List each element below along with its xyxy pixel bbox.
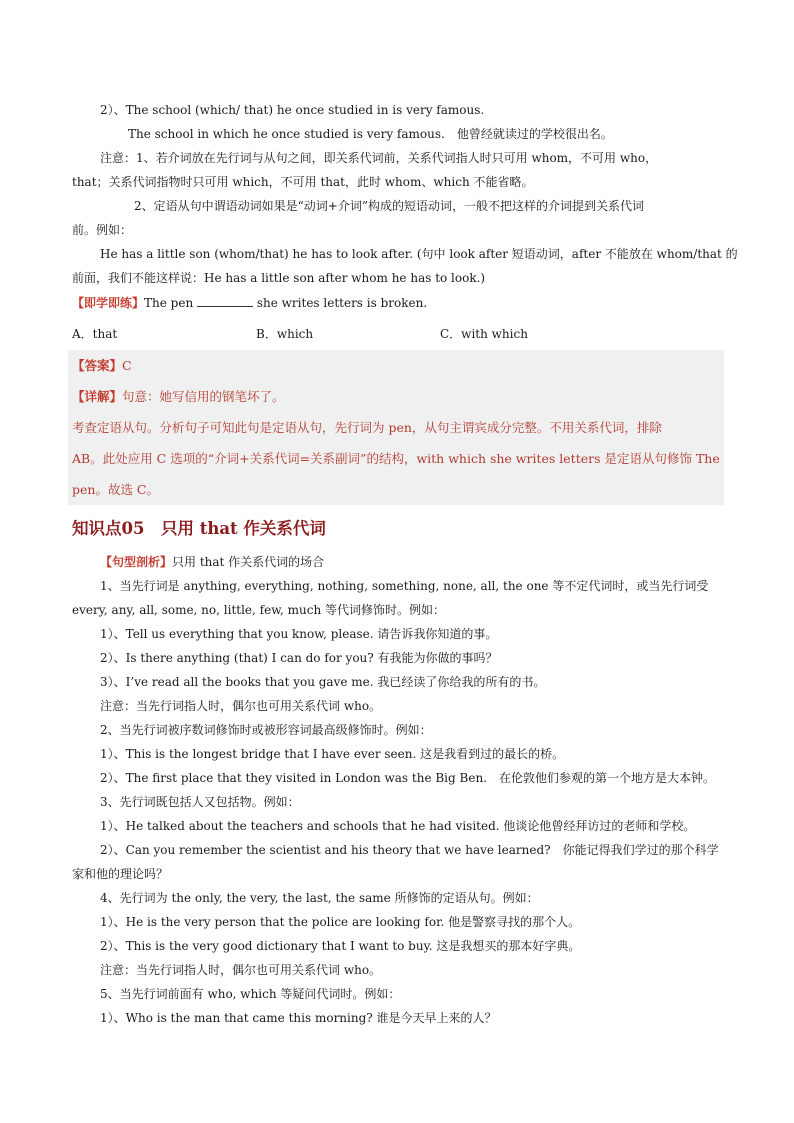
rule-line: every, any, all, some, no, little, few, much 等代词修饰时。例如： bbox=[72, 603, 446, 617]
practice-question bbox=[72, 293, 427, 313]
note-1-line-1: 注意：1、若介词放在先行词与从句之间，即关系代词前，关系代词指人时只可用 whom，不可用 who， bbox=[100, 151, 658, 165]
explanation-line-3: pen。故选 C。 bbox=[72, 482, 159, 497]
option-c[interactable]: C．with which bbox=[440, 327, 528, 341]
section-intro-text: 只用 that 作关系代词的场合 bbox=[172, 555, 325, 569]
rule-line: 2）、Is there anything (that) I can do for you? 有我能为你做的事吗？ bbox=[100, 651, 498, 665]
detail-text: 句意：她写信用的钢笔坏了。 bbox=[122, 389, 285, 404]
section-intro bbox=[100, 552, 324, 572]
rule-line: 4、先行词为 the only, the very, the last, the same 所修饰的定语从句。例如： bbox=[100, 891, 539, 905]
section-heading: 知识点05 只用 that 作关系代词 bbox=[72, 519, 326, 538]
answer-line bbox=[72, 356, 132, 376]
rule-line: 注意：当先行词指人时，偶尔也可用关系代词 who。 bbox=[100, 699, 382, 713]
rule-line: 2、当先行词被序数词修饰时或被形容词最高级修饰时。例如： bbox=[100, 723, 432, 737]
rule-line: 1、当先行词是 anything, everything, nothing, something, none, all, the one 等不定代词时，或当先行词受 bbox=[100, 579, 709, 593]
option-b[interactable]: B．which bbox=[256, 327, 314, 341]
section-tag: 【句型剖析】 bbox=[100, 555, 173, 569]
rule-line: 1）、He talked about the teachers and schools that he had visited. 他谈论他曾经拜访过的老师和学校。 bbox=[100, 819, 696, 833]
explanation-line-2: AB。此处应用 C 选项的“介词+关系代词=关系副词”的结构，with which she writes letters 是定语从句修饰 The bbox=[72, 451, 720, 466]
example-2-rewrite: The school in which he once studied is very famous. 他曾经就读过的学校很出名。 bbox=[128, 127, 613, 141]
rule-line: 5、当先行词前面有 who, which 等疑问代词时。例如： bbox=[100, 987, 401, 1001]
rule-line: 1）、Tell us everything that you know, please. 请告诉我你知道的事。 bbox=[100, 627, 498, 641]
note-1-line-2: that；关系代词指物时只可用 which，不可用 that，此时 whom、which 不能省略。 bbox=[72, 175, 534, 189]
rule-line: 1）、Who is the man that came this morning? 谁是今天早上来的人？ bbox=[100, 1011, 497, 1025]
example-2-sentence: 2）、The school (which/ that) he once studied in is very famous. bbox=[100, 103, 485, 117]
note-2-line-2: 前。例如： bbox=[72, 223, 133, 237]
rule-line: 2）、Can you remember the scientist and his theory that we have learned? 你能记得我们学过的那个科学 bbox=[100, 843, 719, 857]
rule-line: 1）、He is the very person that the police are looking for. 他是警察寻找的那个人。 bbox=[100, 915, 581, 929]
detail-line bbox=[72, 387, 285, 407]
answer-tag: 【答案】 bbox=[72, 358, 123, 373]
example-look-after-1: He has a little son (whom/that) he has to look after. (句中 look after 短语动词，after 不能放在 whom/that 的 bbox=[100, 247, 738, 261]
rule-line: 1）、This is the longest bridge that I have ever seen. 这是我看到过的最长的桥。 bbox=[100, 747, 565, 761]
detail-tag: 【详解】 bbox=[72, 389, 123, 404]
answer-value: C bbox=[122, 358, 132, 373]
practice-stem-after: she writes letters is broken. bbox=[256, 296, 428, 310]
answer-blank bbox=[197, 294, 253, 307]
practice-stem-before: The pen bbox=[144, 296, 194, 310]
option-a[interactable]: A．that bbox=[72, 327, 118, 341]
rule-line: 3）、I’ve read all the books that you gave me. 我已经读了你给我的所有的书。 bbox=[100, 675, 546, 689]
explanation-line-1: 考查定语从句。分析句子可知此句是定语从句，先行词为 pen，从句主谓宾成分完整。不用关系代词，排除 bbox=[72, 420, 662, 435]
rule-line: 2）、This is the very good dictionary that I want to buy. 这是我想买的那本好字典。 bbox=[100, 939, 581, 953]
example-look-after-2: 前面，我们不能这样说：He has a little son after whom he has to look.) bbox=[72, 271, 486, 285]
rule-line: 3、先行词既包括人又包括物。例如： bbox=[100, 795, 300, 809]
note-2-line-1: 2、定语从句中谓语动词如果是“动词+介词”构成的短语动词，一般不把这样的介词提到关系代词 bbox=[134, 199, 644, 213]
practice-tag: 【即学即练】 bbox=[72, 296, 145, 310]
rule-line: 家和他的理论吗？ bbox=[72, 867, 169, 881]
rule-line: 注意：当先行词指人时，偶尔也可用关系代词 who。 bbox=[100, 963, 382, 977]
rule-line: 2）、The first place that they visited in London was the Big Ben. 在伦敦他们参观的第一个地方是大本钟。 bbox=[100, 771, 715, 785]
